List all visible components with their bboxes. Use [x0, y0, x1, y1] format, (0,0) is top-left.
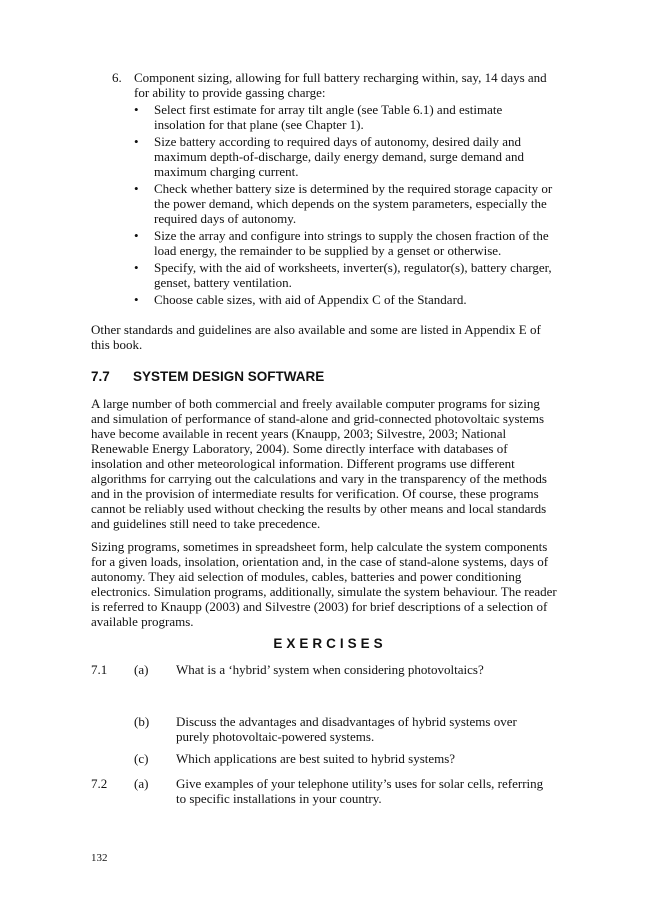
bullet-icon: • — [134, 134, 139, 149]
bullet-icon: • — [134, 102, 139, 117]
exercises-title: EXERCISES — [273, 636, 387, 651]
section-number: 7.7 — [91, 369, 110, 384]
exercise-text: Which applications are best suited to hybrid systems? — [176, 751, 456, 766]
item-text: Component sizing, allowing for full battery recharging within, say, 14 days and for ability to provide gassing charge: — [134, 70, 547, 100]
list-item: • Size the array and configure into strings to supply the chosen fraction of the load energy, the remainder to be supplied by a genset or otherwise. — [134, 228, 549, 258]
page-number: 132 — [91, 852, 108, 864]
bullet-icon: • — [134, 292, 139, 307]
bullet-icon: • — [134, 181, 139, 196]
exercise-text: Discuss the advantages and disadvantages of hybrid systems over purely photovoltaic-powered systems. — [176, 714, 517, 744]
exercise-number: 7.2 — [91, 776, 108, 791]
list-item: • Select first estimate for array tilt angle (see Table 6.1) and estimate insolation for that plane (see Chapter 1). — [134, 102, 503, 132]
section-title: SYSTEM DESIGN SOFTWARE — [133, 369, 325, 384]
list-item: • Choose cable sizes, with aid of Appendix C of the Standard. — [134, 292, 467, 307]
section-heading — [91, 369, 324, 384]
other-standards-paragraph: Other standards and guidelines are also available and some are listed in Appendix E of this book. — [91, 322, 541, 352]
exercise-text: What is a ‘hybrid’ system when considering photovoltaics? — [176, 662, 484, 677]
list-item: • Check whether battery size is determined by the required storage capacity or the power demand, which depends on the system parameters, especially the required days of autonomy. — [134, 181, 553, 226]
section-paragraph-1: A large number of both commercial and freely available computer programs for sizing and simulation of performance of stand-alone and grid-connected photovoltaic systems have become available in recent years (Knaupp, 2003; Silvestre, 2003; National Renewable Energy Laboratory, 2004). Some directly interface with databases of insolation and other meteorological information. Different programs use different algorithms for carrying out the calculations and vary in the transparency of the methods and in the provision of intermediate results for verification. Of course, these programs cannot be reliably used without checking the results by other means and local standards and guidelines still need to take precedence. — [91, 396, 547, 531]
exercise-text: Give examples of your telephone utility’s uses for solar cells, referring to specific installations in your country. — [176, 776, 544, 806]
exercise-number: 7.1 — [91, 662, 108, 677]
list-item: • Specify, with the aid of worksheets, inverter(s), regulator(s), battery charger, genset, battery ventilation. — [134, 260, 552, 290]
exercise-letter: (a) — [134, 776, 149, 791]
exercise-letter: (c) — [134, 751, 149, 766]
list-item: • Size battery according to required days of autonomy, desired daily and maximum depth-of-discharge, daily energy demand, surge demand and maximum charging current. — [134, 134, 525, 179]
item-number: 6. — [112, 70, 122, 85]
bullet-icon: • — [134, 260, 139, 275]
exercise-letter: (a) — [134, 662, 149, 677]
section-paragraph-2: Sizing programs, sometimes in spreadsheet form, help calculate the system components for a given loads, insolation, orientation and, in the case of stand-alone systems, days of autonomy. They aid selection of modules, cables, batteries and power conditioning electronics. Simulation programs, additionally, simulate the system behaviour. The reader is referred to Knaupp (2003) and Silvestre (2003) for brief descriptions of a selection of available programs. — [91, 539, 557, 629]
bullet-list — [134, 102, 554, 309]
exercise-letter: (b) — [134, 714, 150, 729]
numbered-item-6 — [112, 70, 552, 100]
bullet-icon: • — [134, 228, 139, 243]
